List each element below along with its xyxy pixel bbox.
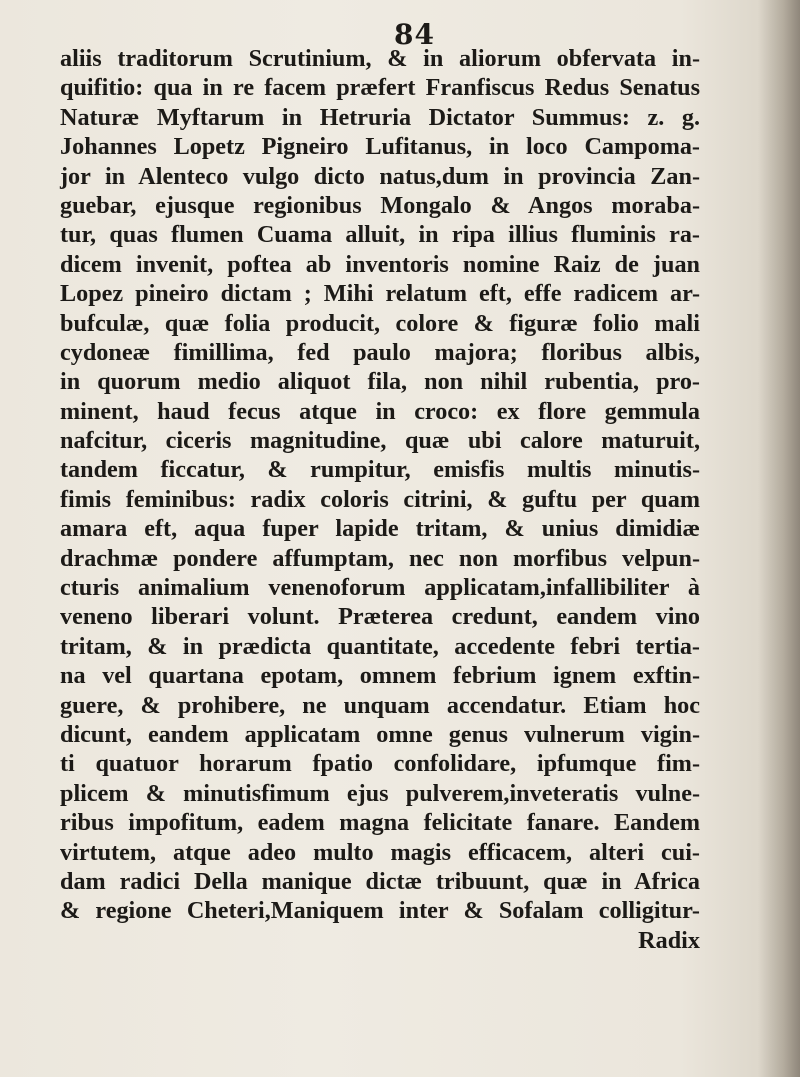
text-line: nafcitur, ciceris magnitudine, quæ ubi calore maturuit, (60, 427, 700, 455)
text-line: na vel quartana epotam, omnem febrium ignem exftin- (60, 662, 700, 690)
text-line: in quorum medio aliquot fila, non nihil rubentia, pro- (60, 368, 700, 396)
catchword: Radix (638, 926, 700, 954)
text-line: amara eft, aqua fuper lapide tritam, & unius dimidiæ (60, 515, 700, 543)
text-line: dicunt, eandem applicatam omne genus vulnerum vigin- (60, 720, 700, 748)
text-line: minent, haud fecus atque in croco: ex flore gemmula (60, 397, 700, 425)
text-line: veneno liberari volunt. Præterea credunt, eandem vino (60, 603, 700, 631)
text-line: guere, & prohibere, ne unquam accendatur. Etiam hoc (60, 691, 700, 719)
text-line: fimis feminibus: radix coloris citrini, & guftu per quam (60, 485, 700, 513)
text-line: Naturæ Myftarum in Hetruria Dictator Summus: z. g. (60, 103, 700, 131)
text-line: & regione Cheteri,Maniquem inter & Sofalam colligitur- (60, 897, 700, 925)
text-line: ti quatuor horarum fpatio confolidare, ipfumque fim- (60, 750, 700, 778)
text-line: dicem invenit, poftea ab inventoris nomine Raiz de juan (60, 250, 700, 278)
text-line: guebar, ejusque regionibus Mongalo & Angos moraba- (60, 191, 700, 219)
text-line: bufculæ, quæ folia producit, colore & figuræ folio mali (60, 309, 700, 337)
text-line: tandem ficcatur, & rumpitur, emisfis multis minutis- (60, 456, 700, 484)
text-line: ribus impofitum, eadem magna felicitate fanare. Eandem (60, 809, 700, 837)
text-line: aliis traditorum Scrutinium, & in aliorum obfervata in- (60, 45, 700, 72)
text-line: drachmæ pondere affumptam, nec non morfibus velpun- (60, 544, 700, 572)
text-line: virtutem, atque adeo multo magis efficacem, alteri cui- (60, 838, 700, 866)
text-line: quifitio: qua in re facem præfert Franfiscus Redus Senatus (60, 74, 700, 102)
text-line: Lopez pineiro dictam ; Mihi relatum eft, effe radicem ar- (60, 280, 700, 308)
body-text (60, 44, 700, 955)
text-line: Johannes Lopetz Pigneiro Lufitanus, in loco Campoma- (60, 133, 700, 161)
page-number: 84 (394, 18, 435, 51)
text-line: tur, quas flumen Cuama alluit, in ripa illius fluminis ra- (60, 221, 700, 249)
text-line: plicem & minutisfimum ejus pulverem,inveteratis vulne- (60, 779, 700, 807)
text-line: dam radici Della manique dictæ tribuunt, quæ in Africa (60, 867, 700, 895)
page-edge-shadow (758, 0, 800, 1077)
text-line: tritam, & in prædicta quantitate, accedente febri tertia- (60, 632, 700, 660)
text-line: cydoneæ fimillima, fed paulo majora; floribus albis, (60, 338, 700, 366)
text-line: cturis animalium venenoforum applicatam,infallibiliter à (60, 574, 700, 602)
text-line: jor in Alenteco vulgo dicto natus,dum in provincia Zan- (60, 162, 700, 190)
